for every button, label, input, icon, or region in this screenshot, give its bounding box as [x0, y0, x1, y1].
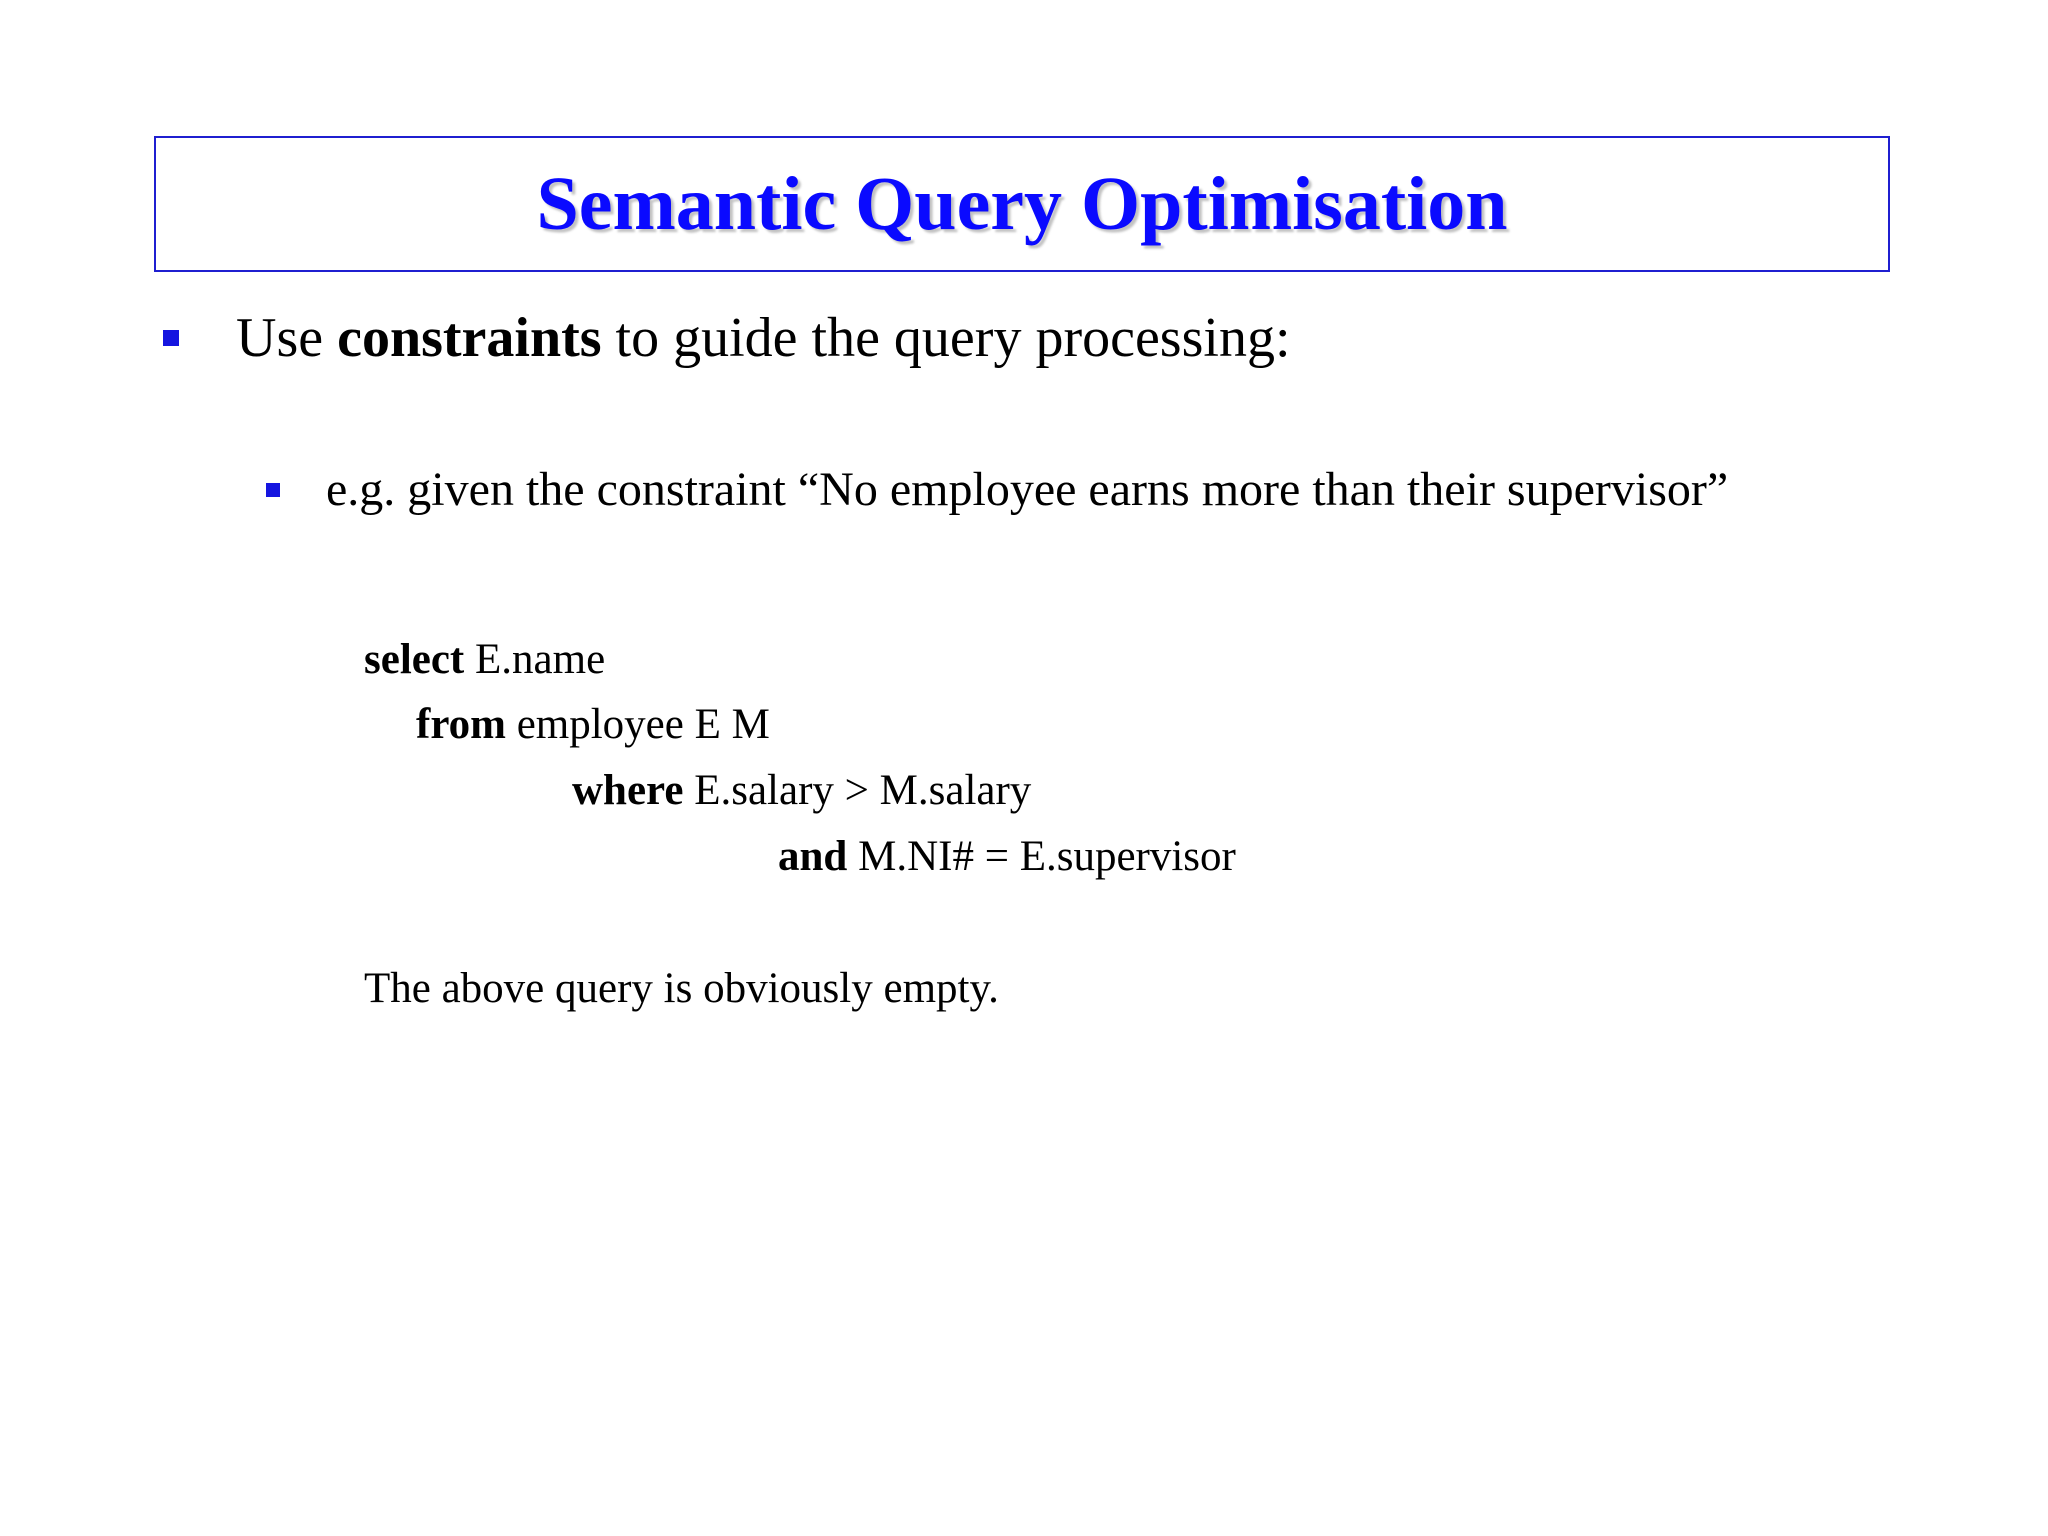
keyword-from: from: [416, 701, 506, 748]
bullet-prefix: Use: [236, 307, 338, 369]
query-from-line: [416, 700, 770, 749]
keyword-and: and: [778, 833, 848, 880]
bullet-square-icon: [163, 330, 179, 346]
slide-title: Semantic Query Optimisation: [536, 161, 1508, 246]
select-clause: E.name: [464, 636, 606, 683]
and-clause: M.NI# = E.supervisor: [847, 833, 1236, 880]
bullet-suffix: to guide the query processing:: [601, 307, 1291, 369]
query-select-line: [364, 635, 605, 684]
sub-bullet-example: e.g. given the constraint “No employee earns more than their supervisor”: [326, 463, 1729, 516]
bullet-bold-term: constraints: [337, 307, 602, 369]
title-box: [154, 136, 1890, 272]
query-where-line: [572, 766, 1031, 815]
where-clause: E.salary > M.salary: [683, 767, 1032, 814]
bullet-constraints: [236, 306, 1291, 370]
sub-bullet-square-icon: [266, 483, 280, 497]
query-note: The above query is obviously empty.: [364, 965, 999, 1012]
keyword-where: where: [572, 767, 684, 814]
from-clause: employee E M: [505, 701, 770, 748]
query-and-line: [778, 832, 1236, 881]
keyword-select: select: [364, 636, 465, 683]
